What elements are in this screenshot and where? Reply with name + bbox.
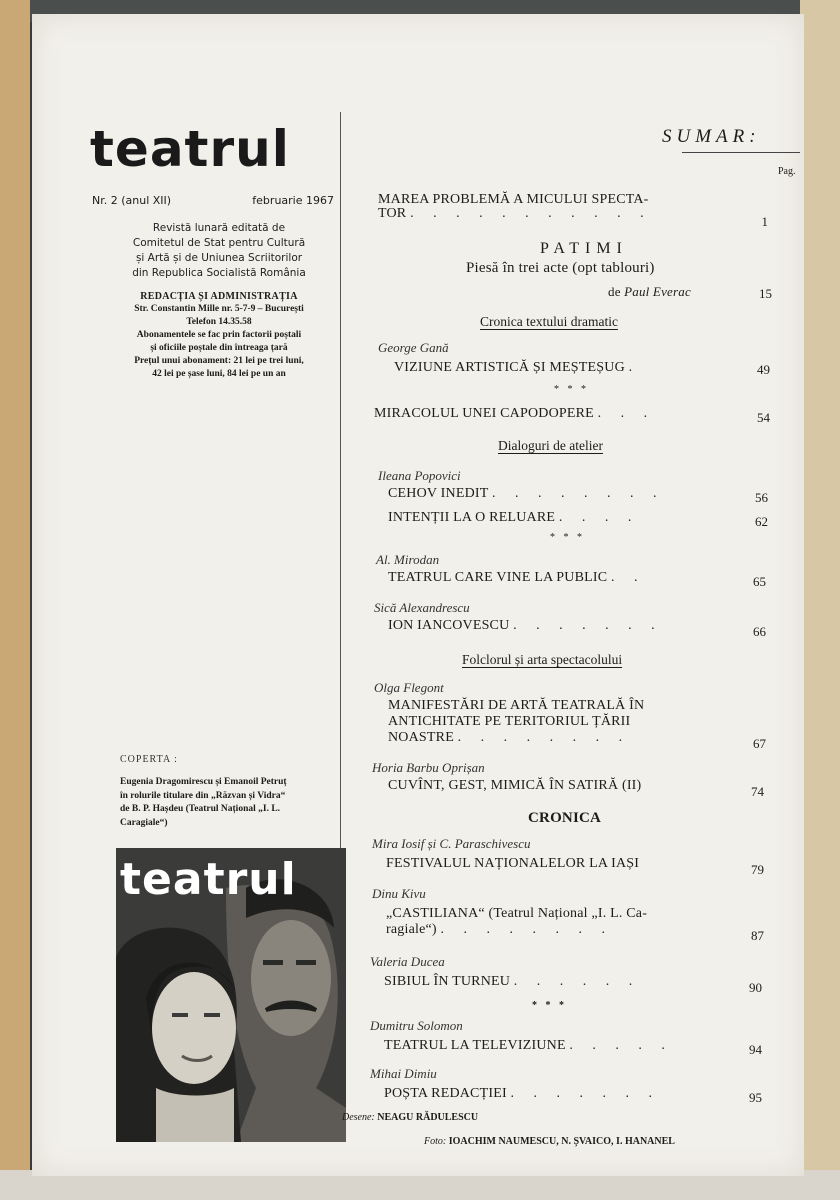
toc-entry-page: 90: [749, 980, 762, 995]
toc-section-heading: Cronica textului dramatic: [480, 314, 618, 329]
masthead: teatrul: [90, 120, 290, 178]
cover-caption-line: Eugenia Dragomirescu și Emanoil Petruț: [120, 777, 287, 787]
publication-description: [92, 221, 346, 281]
toc-entry-author: Mihai Dimiu: [370, 1066, 437, 1081]
issue-number: Nr. 2 (anul XII): [92, 194, 172, 207]
toc-entry-title: NOASTRE . . . . . . . .: [388, 730, 631, 745]
description-line: din Republica Socialistă România: [132, 267, 306, 279]
toc-section-heading: Folclorul și arta spectacolului: [462, 652, 623, 667]
toc-entry-page: 54: [757, 410, 770, 425]
toc-entry-title: ragiale“) . . . . . . . .: [386, 922, 613, 937]
toc-section-heading: CRONICA: [528, 810, 602, 826]
toc-entry-title: FESTIVALUL NAȚIONALELOR LA IAȘI: [386, 856, 640, 871]
binding-left: [0, 0, 30, 1200]
toc-entry-author: Sică Alexandrescu: [374, 600, 470, 615]
issue-date: februarie 1967: [252, 194, 334, 207]
toc-entry-page: 67: [753, 736, 766, 751]
toc-entry-title: MANIFESTĂRI DE ARTĂ TEATRALĂ ÎN: [388, 698, 645, 713]
magazine-page: [32, 14, 804, 1176]
redactia-line: Abonamentele se fac prin factorii poștali: [136, 330, 302, 340]
toc-heading-rule: [682, 152, 800, 153]
toc-entry-title: ANTICHITATE PE TERITORIUL ȚĂRII: [388, 714, 631, 729]
binding-right: [800, 0, 840, 1200]
toc-entry-author: Horia Barbu Oprișan: [372, 760, 485, 775]
toc-entry-title: TEATRUL LA TELEVIZIUNE . . . . .: [384, 1038, 673, 1053]
cover-caption-line: în rolurile titulare din „Răzvan și Vidra“: [120, 790, 286, 801]
toc-play-author: de Paul Everac: [608, 284, 691, 299]
toc-entry-title: CUVÎNT, GEST, MIMICĂ ÎN SATIRĂ (II): [388, 778, 642, 793]
toc-entry-page: 66: [753, 624, 766, 639]
redactia-heading: REDACȚIA ȘI ADMINISTRAȚIA: [140, 291, 298, 302]
toc-entry-title: MAREA PROBLEMĂ A MICULUI SPECTA-: [378, 192, 649, 207]
toc-play-subtitle: Piesă în trei acte (opt tablouri): [466, 260, 655, 276]
toc-entry-page: 79: [751, 862, 764, 877]
description-line: Comitetul de Stat pentru Cultură: [132, 237, 306, 249]
toc-entry-title: CEHOV INEDIT . . . . . . . .: [388, 486, 665, 501]
toc-entry-title: „CASTILIANA“ (Teatrul Național „I. L. Ca-: [386, 906, 648, 921]
redactia-line: și oficiile poștale din întreaga țară: [150, 343, 288, 353]
toc-entry-title: TOR . . . . . . . . . . .: [378, 206, 652, 221]
toc-heading: SUMAR:: [662, 126, 761, 147]
toc-entry-title: VIZIUNE ARTISTICĂ ȘI MEȘTEȘUG .: [394, 360, 641, 375]
editorial-office: [90, 290, 348, 381]
toc-entry-page: 95: [749, 1090, 762, 1105]
cover-caption: [120, 776, 352, 830]
toc-separator: * * *: [532, 1000, 567, 1011]
toc-entry-page: 49: [757, 362, 770, 377]
toc-entry-page: 94: [749, 1042, 762, 1057]
toc-entry-author: Olga Flegont: [374, 680, 444, 695]
cover-caption-line: de B. P. Hașdeu (Teatrul Național „I. L.: [120, 804, 281, 814]
toc-entry-page: 15: [759, 286, 772, 301]
toc-entry-page: 56: [755, 490, 768, 505]
toc-entry-author: Ileana Popovici: [378, 468, 461, 483]
toc-entry-page: 74: [751, 784, 764, 799]
page-column-label: Pag.: [778, 166, 796, 177]
toc-entry-author: Dumitru Solomon: [370, 1018, 463, 1033]
toc-entry-author: Dinu Kivu: [372, 886, 426, 901]
cover-photo: [116, 848, 346, 1142]
redactia-line: Str. Constantin Mille nr. 5-7-9 – București: [134, 304, 304, 314]
photo-credit: Foto: IOACHIM NAUMESCU, N. ȘVAICO, I. HANANEL: [424, 1136, 675, 1147]
toc-entry-page: 65: [753, 574, 766, 589]
toc-entry-title: INTENȚII LA O RELUARE . . . .: [388, 510, 640, 525]
toc-entry-title: POȘTA REDACȚIEI . . . . . . .: [384, 1086, 661, 1101]
cover-caption-line: Caragiale“): [120, 817, 168, 828]
cover-label: COPERTA :: [120, 754, 178, 765]
toc-entry-title: ION IANCOVESCU . . . . . . .: [388, 618, 663, 633]
description-line: Revistă lunară editată de: [152, 222, 286, 234]
toc-play-title: PATIMI: [540, 240, 628, 257]
description-line: și Artă și de Uniunea Scriitorilor: [135, 252, 303, 264]
toc-separator: * * *: [550, 532, 585, 543]
toc-entry-author: Al. Mirodan: [376, 552, 440, 567]
toc-entry-title: TEATRUL CARE VINE LA PUBLIC . .: [388, 570, 646, 585]
toc-entry-page: 62: [755, 514, 768, 529]
toc-entry-page: 87: [751, 928, 764, 943]
redactia-line: Prețul unui abonament: 21 lei pe trei luni,: [134, 356, 304, 366]
redactia-line: Telefon 14.35.58: [186, 317, 252, 327]
toc-entry-author: Mira Iosif și C. Paraschivescu: [372, 836, 531, 851]
toc-entry-title: MIRACOLUL UNEI CAPODOPERE . . .: [374, 406, 656, 421]
toc-section-heading: Dialoguri de atelier: [498, 438, 603, 453]
redactia-line: 42 lei pe șase luni, 84 lei pe un an: [152, 369, 286, 379]
illustrations-credit: Desene: NEAGU RĂDULESCU: [342, 1112, 479, 1123]
toc-separator: * * *: [554, 384, 589, 395]
toc-entry-title: SIBIUL ÎN TURNEU . . . . . .: [384, 974, 641, 989]
toc-entry-author: Valeria Ducea: [370, 954, 445, 969]
cover-masthead: teatrul: [120, 854, 297, 905]
toc-entry-page: 1: [761, 214, 768, 229]
toc-entry-author: George Gană: [378, 340, 449, 355]
issue-line: [92, 194, 334, 207]
